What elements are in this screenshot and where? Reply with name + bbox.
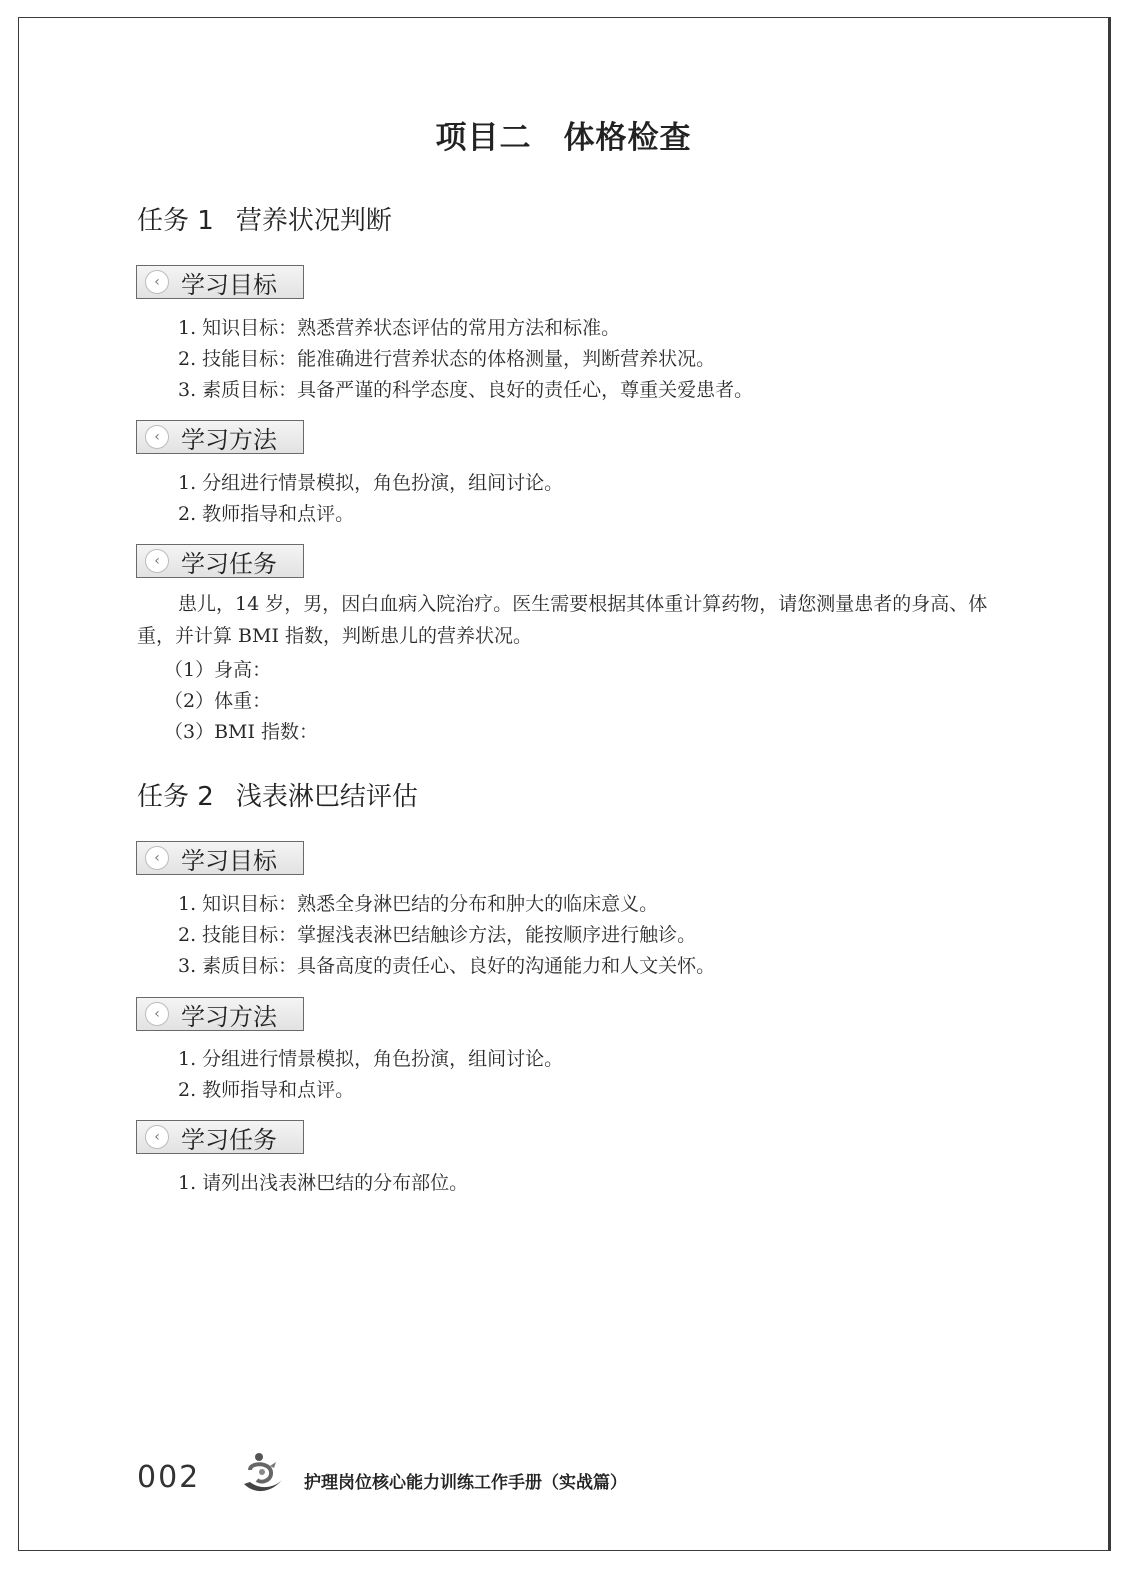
task2-heading bbox=[137, 776, 418, 813]
book-title: 护理岗位核心能力训练工作手册（实战篇） bbox=[304, 1473, 627, 1493]
task2-goal-3: 3. 素质目标：具备高度的责任心、良好的沟通能力和人文关怀。 bbox=[178, 955, 716, 977]
page-number: 002 bbox=[137, 1460, 201, 1495]
task1-method-2: 2. 教师指导和点评。 bbox=[178, 503, 355, 525]
task2-tasks-header bbox=[136, 1120, 304, 1154]
chapter-title: 项目二 体格检查 bbox=[435, 120, 692, 156]
task2-method-2: 2. 教师指导和点评。 bbox=[178, 1079, 355, 1101]
task1-item-2: （2）体重： bbox=[164, 690, 272, 712]
task2-item-1: 1. 请列出浅表淋巴结的分布部位。 bbox=[178, 1172, 469, 1194]
section-label: 学习目标 bbox=[181, 846, 277, 875]
page-edge-rule bbox=[1109, 17, 1111, 1551]
chevron-left-icon: ‹ bbox=[145, 425, 169, 449]
task1-methods-header bbox=[136, 420, 304, 454]
task1-goal-2: 2. 技能目标：能准确进行营养状态的体格测量，判断营养状况。 bbox=[178, 348, 716, 370]
nursing-logo-icon bbox=[240, 1450, 284, 1498]
task1-number: 任务 1 bbox=[137, 206, 214, 236]
task1-method-1: 1. 分组进行情景模拟，角色扮演，组间讨论。 bbox=[178, 472, 564, 494]
section-label: 学习方法 bbox=[181, 1002, 277, 1031]
task1-goals-header bbox=[136, 265, 304, 299]
chevron-left-icon: ‹ bbox=[145, 549, 169, 573]
task1-tasks-header bbox=[136, 544, 304, 578]
task2-goals-header bbox=[136, 841, 304, 875]
task2-goal-2: 2. 技能目标：掌握浅表淋巴结触诊方法，能按顺序进行触诊。 bbox=[178, 924, 697, 946]
section-label: 学习任务 bbox=[181, 549, 277, 578]
task1-case-text: 患儿，14 岁，男，因白血病入院治疗。医生需要根据其体重计算药物，请您测量患者的身高、体重，并计算 BMI 指数，判断患儿的营养状况。 bbox=[137, 593, 988, 647]
section-label: 学习任务 bbox=[181, 1125, 277, 1154]
task1-heading bbox=[137, 200, 392, 237]
task2-title: 浅表淋巴结评估 bbox=[235, 782, 418, 812]
task2-method-1: 1. 分组进行情景模拟，角色扮演，组间讨论。 bbox=[178, 1048, 564, 1070]
chevron-left-icon: ‹ bbox=[145, 1002, 169, 1026]
task1-title: 营养状况判断 bbox=[235, 206, 392, 236]
task1-goal-1: 1. 知识目标：熟悉营养状态评估的常用方法和标准。 bbox=[178, 317, 621, 339]
task2-methods-header bbox=[136, 997, 304, 1031]
task2-goal-1: 1. 知识目标：熟悉全身淋巴结的分布和肿大的临床意义。 bbox=[178, 893, 659, 915]
task1-item-1: （1）身高： bbox=[164, 659, 272, 681]
task1-goal-3: 3. 素质目标：具备严谨的科学态度、良好的责任心，尊重关爱患者。 bbox=[178, 379, 754, 401]
section-label: 学习目标 bbox=[181, 270, 277, 299]
section-label: 学习方法 bbox=[181, 425, 277, 454]
chevron-left-icon: ‹ bbox=[145, 270, 169, 294]
chevron-left-icon: ‹ bbox=[145, 1125, 169, 1149]
task2-number: 任务 2 bbox=[137, 782, 214, 812]
chevron-left-icon: ‹ bbox=[145, 846, 169, 870]
task1-item-3: （3）BMI 指数： bbox=[164, 721, 319, 743]
